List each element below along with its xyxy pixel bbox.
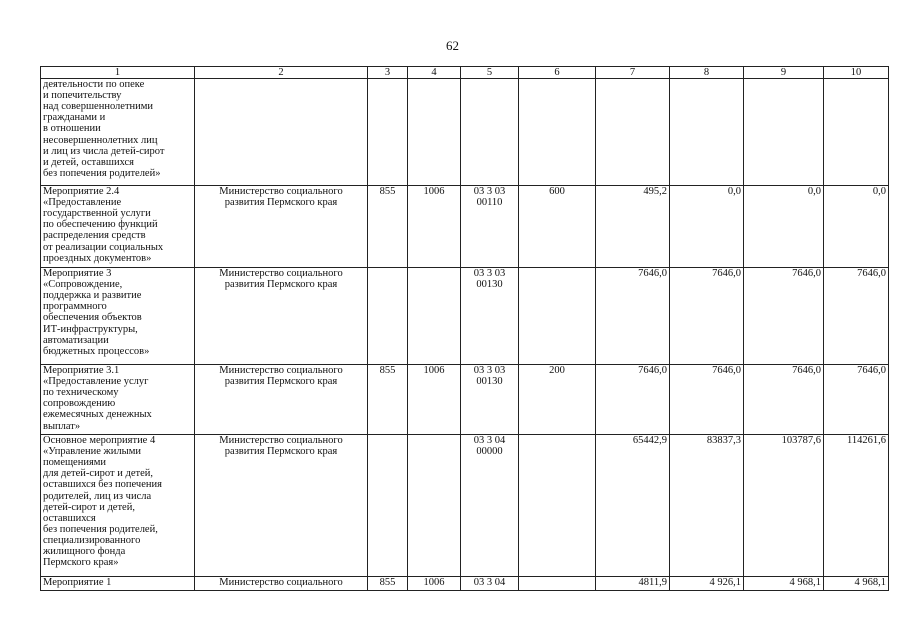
column-header: 5 — [461, 67, 519, 79]
activity-name: Мероприятие 3 «Сопровождение, поддержка и развитие программного обеспечения объектов ИТ-инфраструктуры, автоматизации бюджетных процессов» — [41, 268, 195, 365]
executor: Министерство социального развития Пермского края — [195, 365, 368, 435]
table-row — [41, 186, 889, 268]
rzpr-code — [408, 435, 461, 577]
executor: Министерство социального развития Пермского края — [195, 435, 368, 577]
amount-col7 — [596, 79, 670, 186]
executor: Министерство социального развития Пермского края — [195, 186, 368, 268]
grbs-code — [368, 435, 408, 577]
vr-code — [519, 577, 596, 591]
amount-col10: 7646,0 — [824, 365, 889, 435]
amount-col10: 4 968,1 — [824, 577, 889, 591]
column-header: 10 — [824, 67, 889, 79]
amount-col8: 0,0 — [670, 186, 744, 268]
table-row — [41, 79, 889, 186]
column-header: 2 — [195, 67, 368, 79]
column-header: 6 — [519, 67, 596, 79]
column-header: 7 — [596, 67, 670, 79]
grbs-code: 855 — [368, 577, 408, 591]
rzpr-code: 1006 — [408, 577, 461, 591]
vr-code — [519, 435, 596, 577]
amount-col9: 4 968,1 — [744, 577, 824, 591]
amount-col9: 7646,0 — [744, 365, 824, 435]
csr-code: 03 3 04 00000 — [461, 435, 519, 577]
rzpr-code — [408, 79, 461, 186]
amount-col7: 65442,9 — [596, 435, 670, 577]
column-number-row — [41, 67, 889, 79]
csr-code: 03 3 04 — [461, 577, 519, 591]
executor: Министерство социального — [195, 577, 368, 591]
amount-col9: 103787,6 — [744, 435, 824, 577]
grbs-code: 855 — [368, 186, 408, 268]
csr-code: 03 3 03 00130 — [461, 268, 519, 365]
amount-col10: 7646,0 — [824, 268, 889, 365]
amount-col8 — [670, 79, 744, 186]
activity-name: деятельности по опеке и попечительству над совершеннолетними гражданами и в отношении несовершеннолетних лиц и лиц из числа детей-сирот и детей, оставшихся без попечения родителей» — [41, 79, 195, 186]
amount-col10: 114261,6 — [824, 435, 889, 577]
vr-code: 200 — [519, 365, 596, 435]
activity-name: Основное мероприятие 4 «Управление жилыми помещениями для детей-сирот и детей, оставшихся без попечения родителей, лиц из числа детей-сирот и детей, оставшихся без попечения родителей, специализированного жилищного фонда Пермского края» — [41, 435, 195, 577]
amount-col7: 4811,9 — [596, 577, 670, 591]
activity-name: Мероприятие 3.1 «Предоставление услуг по техническому сопровождению ежемесячных денежных выплат» — [41, 365, 195, 435]
table-row — [41, 268, 889, 365]
amount-col7: 495,2 — [596, 186, 670, 268]
grbs-code — [368, 79, 408, 186]
csr-code — [461, 79, 519, 186]
amount-col9: 0,0 — [744, 186, 824, 268]
grbs-code — [368, 268, 408, 365]
column-header: 4 — [408, 67, 461, 79]
activity-name: Мероприятие 2.4 «Предоставление государственной услуги по обеспечению функций распределения средств от реализации социальных проездных документов» — [41, 186, 195, 268]
csr-code: 03 3 03 00130 — [461, 365, 519, 435]
rzpr-code: 1006 — [408, 365, 461, 435]
page-number: 62 — [446, 38, 459, 53]
budget-table — [40, 66, 889, 591]
vr-code — [519, 268, 596, 365]
column-header: 8 — [670, 67, 744, 79]
rzpr-code — [408, 268, 461, 365]
table-row — [41, 577, 889, 591]
amount-col8: 4 926,1 — [670, 577, 744, 591]
amount-col8: 7646,0 — [670, 268, 744, 365]
amount-col7: 7646,0 — [596, 365, 670, 435]
vr-code — [519, 79, 596, 186]
rzpr-code: 1006 — [408, 186, 461, 268]
column-header: 9 — [744, 67, 824, 79]
amount-col8: 7646,0 — [670, 365, 744, 435]
column-header: 1 — [41, 67, 195, 79]
vr-code: 600 — [519, 186, 596, 268]
executor: Министерство социального развития Пермского края — [195, 268, 368, 365]
amount-col7: 7646,0 — [596, 268, 670, 365]
column-header: 3 — [368, 67, 408, 79]
amount-col9: 7646,0 — [744, 268, 824, 365]
table-row — [41, 435, 889, 577]
amount-col8: 83837,3 — [670, 435, 744, 577]
activity-name: Мероприятие 1 — [41, 577, 195, 591]
amount-col9 — [744, 79, 824, 186]
amount-col10: 0,0 — [824, 186, 889, 268]
table-row — [41, 365, 889, 435]
executor — [195, 79, 368, 186]
grbs-code: 855 — [368, 365, 408, 435]
amount-col10 — [824, 79, 889, 186]
csr-code: 03 3 03 00110 — [461, 186, 519, 268]
